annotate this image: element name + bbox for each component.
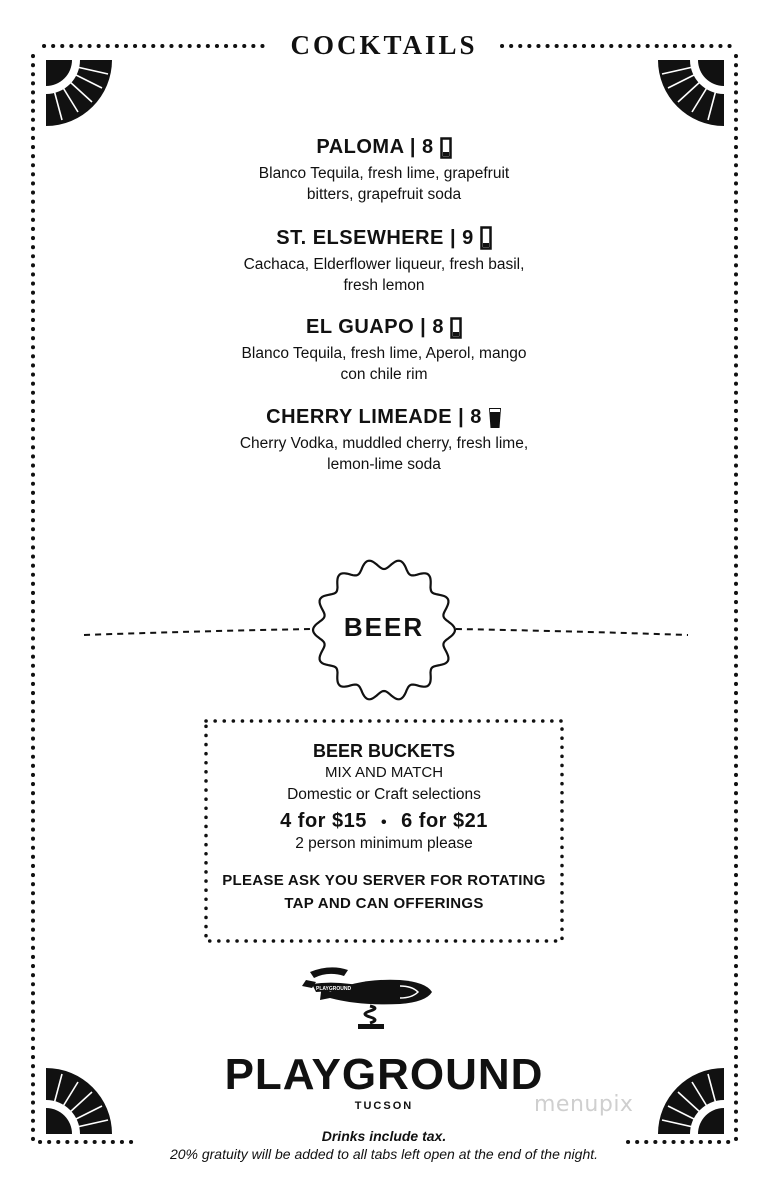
footer-gratuity-note: 20% gratuity will be added to all tabs left open at the end of the night.	[169, 1146, 599, 1162]
item-description-line: lemon-lime soda	[327, 456, 441, 473]
beer-buckets-section	[0, 741, 768, 915]
cocktail-item	[0, 406, 768, 475]
cocktail-item	[0, 226, 768, 296]
footer-tax-note: Drinks include tax.	[321, 1128, 447, 1144]
beer-note-line: PLEASE ASK YOU SERVER FOR ROTATING	[222, 872, 546, 889]
plane-rocker-illustration	[300, 962, 440, 1032]
beer-price-four: 4 for $15	[280, 810, 367, 832]
item-name: ST. ELSEWHERE | 9	[276, 226, 474, 249]
item-description-line: fresh lemon	[343, 277, 425, 294]
plane-label: PLAYGROUND	[316, 986, 352, 992]
beer-badge-label: BEER	[343, 612, 425, 642]
cocktail-item	[0, 136, 768, 205]
item-description-line: Cherry Vodka, muddled cherry, fresh lime,	[239, 435, 529, 452]
beer-buckets-title: BEER BUCKETS	[312, 741, 455, 761]
item-description-line: bitters, grapefruit soda	[306, 186, 462, 203]
beer-price-six: 6 for $21	[401, 810, 488, 832]
beer-minimum: 2 person minimum please	[295, 835, 473, 852]
corner-ornament-top-left	[46, 60, 116, 130]
tall-glass-icon	[440, 137, 452, 159]
price-separator: •	[380, 814, 388, 831]
item-name: EL GUAPO | 8	[306, 316, 444, 338]
brand-logo: PLAYGROUND	[224, 1050, 544, 1099]
section-title-cocktails: COCKTAILS	[290, 30, 478, 60]
item-description-line: Blanco Tequila, fresh lime, grapefruit	[258, 165, 510, 182]
item-description-line: Cachaca, Elderflower liqueur, fresh basil,	[243, 256, 525, 273]
watermark: menupix	[534, 1092, 634, 1117]
beer-selection: Domestic or Craft selections	[287, 786, 481, 803]
tall-glass-icon	[480, 226, 492, 250]
filled-glass-icon	[488, 407, 502, 429]
tall-glass-icon	[450, 317, 462, 339]
item-name: CHERRY LIMEADE | 8	[266, 406, 482, 428]
item-description-line: con chile rim	[340, 366, 428, 383]
brand-city: TUCSON	[354, 1100, 414, 1112]
item-name: PALOMA | 8	[316, 136, 434, 158]
corner-ornament-top-right	[654, 60, 724, 130]
beer-prices	[0, 810, 768, 833]
beer-buckets-subtitle: MIX AND MATCH	[324, 764, 444, 781]
beer-note-line: TAP AND CAN OFFERINGS	[284, 895, 484, 912]
cocktail-item	[0, 316, 768, 385]
item-description-line: Blanco Tequila, fresh lime, Aperol, mango	[241, 345, 527, 362]
